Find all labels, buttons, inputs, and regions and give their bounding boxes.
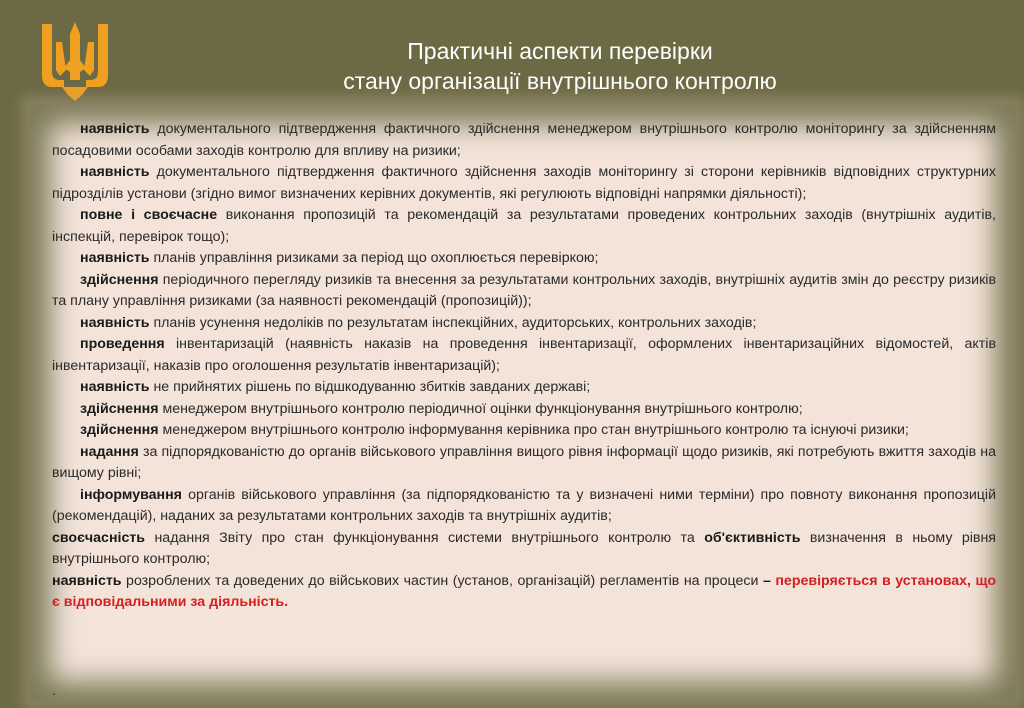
item-keyword: надання: [80, 443, 139, 460]
list-item: [52, 420, 996, 442]
title-line-1: Практичні аспекти перевірки: [407, 38, 713, 64]
item-text: документального підтвердження фактичного здійснення заходів моніторингу зі сторони керівників відповідних структурних підрозділів установи (згідно вимог визначених керівних документів, які регулюють відповідні напрямки діяльності);: [52, 164, 996, 202]
list-item: [52, 248, 996, 270]
item-text: періодичного перегляду ризиків та внесення за результатами контрольних заходів, внутрішніх аудитів змін до реєстру ризиків та плану управління ризиками (за наявності рекомендацій (пропозицій));: [52, 271, 996, 309]
item-dash: –: [762, 572, 771, 589]
item-text: розроблених та доведених до військових частин (установ, організацій) регламентів на процеси: [121, 572, 763, 589]
item-keyword: об'єктивність: [704, 529, 801, 546]
list-item: [52, 485, 996, 528]
list-item: [52, 334, 996, 377]
list-item: [52, 270, 996, 313]
item-text: органів військового управління (за підпорядкованістю та у визначені ними терміни) про повноту виконання пропозицій (рекомендацій), наданих за результатами контрольних заходів та внутрішніх аудитів;: [52, 486, 996, 524]
item-text: менеджером внутрішнього контролю періодичної оцінки функціонування внутрішнього контролю;: [158, 400, 803, 417]
item-keyword: своєчасність: [52, 529, 146, 546]
item-keyword: наявність: [80, 164, 150, 180]
title-line-2: стану організації внутрішнього контролю: [343, 68, 777, 94]
content-text: [52, 119, 996, 614]
list-item: [52, 399, 996, 421]
item-text: за підпорядкованістю до органів військового управління вищого рівня інформації щодо ризиків, які потребують вжиття заходів на вищому рівні;: [52, 443, 996, 481]
item-keyword: наявність: [80, 250, 150, 266]
highlight-text: перевіряється в установах, що є відповідальними за діяльність.: [52, 572, 996, 610]
list-item: [52, 377, 996, 399]
item-keyword: повне і своєчасне: [80, 207, 218, 223]
item-text: виконання пропозицій та рекомендацій за результатами проведених контрольних заходів (внутрішніх аудитів, інспекцій, перевірок тощо);: [52, 207, 996, 245]
trident-icon: [38, 20, 112, 102]
item-keyword: інформування: [80, 486, 182, 503]
item-keyword: наявність: [80, 314, 150, 331]
item-text: інвентаризацій (наявність наказів на проведення інвентаризації, оформлених інвентаризаційних відомостей, актів інвентаризації, наказів про оголошення результатів інвентаризацій);: [52, 336, 996, 374]
item-text: не прийнятих рішень по відшкодуванню збитків завданих державі;: [149, 379, 591, 395]
item-keyword: наявність: [52, 572, 122, 589]
list-item: [52, 442, 996, 485]
list-item: [52, 528, 996, 571]
item-keyword: наявність: [80, 121, 150, 137]
item-text: визначення в ньому рівня внутрішнього контролю;: [52, 529, 996, 567]
list-item: [52, 205, 996, 248]
item-text: планів управління ризиками за період що охоплюється перевіркою;: [149, 250, 599, 266]
trailing-dot: .: [52, 682, 56, 698]
item-keyword: проведення: [80, 336, 165, 352]
item-text: документального підтвердження фактичного здійснення менеджером внутрішнього контролю моніторингу за здійсненням посадовими особами заходів контролю для впливу на ризики;: [52, 121, 996, 159]
item-keyword: здійснення: [80, 422, 159, 438]
list-item: [52, 571, 996, 614]
item-keyword: здійснення: [80, 400, 159, 417]
item-text: надання Звіту про стан функціонування системи внутрішнього контролю та: [145, 529, 705, 546]
item-text: планів усунення недоліків по результатам інспекційних, аудиторських, контрольних заходів;: [149, 314, 757, 331]
item-text: менеджером внутрішнього контролю інформування керівника про стан внутрішнього контролю та існуючі ризики;: [158, 422, 909, 438]
page-title: [200, 36, 920, 96]
item-keyword: наявність: [80, 379, 150, 395]
list-item: [52, 313, 996, 335]
list-item: [52, 162, 996, 205]
list-item: [52, 119, 996, 162]
item-keyword: здійснення: [80, 271, 159, 288]
